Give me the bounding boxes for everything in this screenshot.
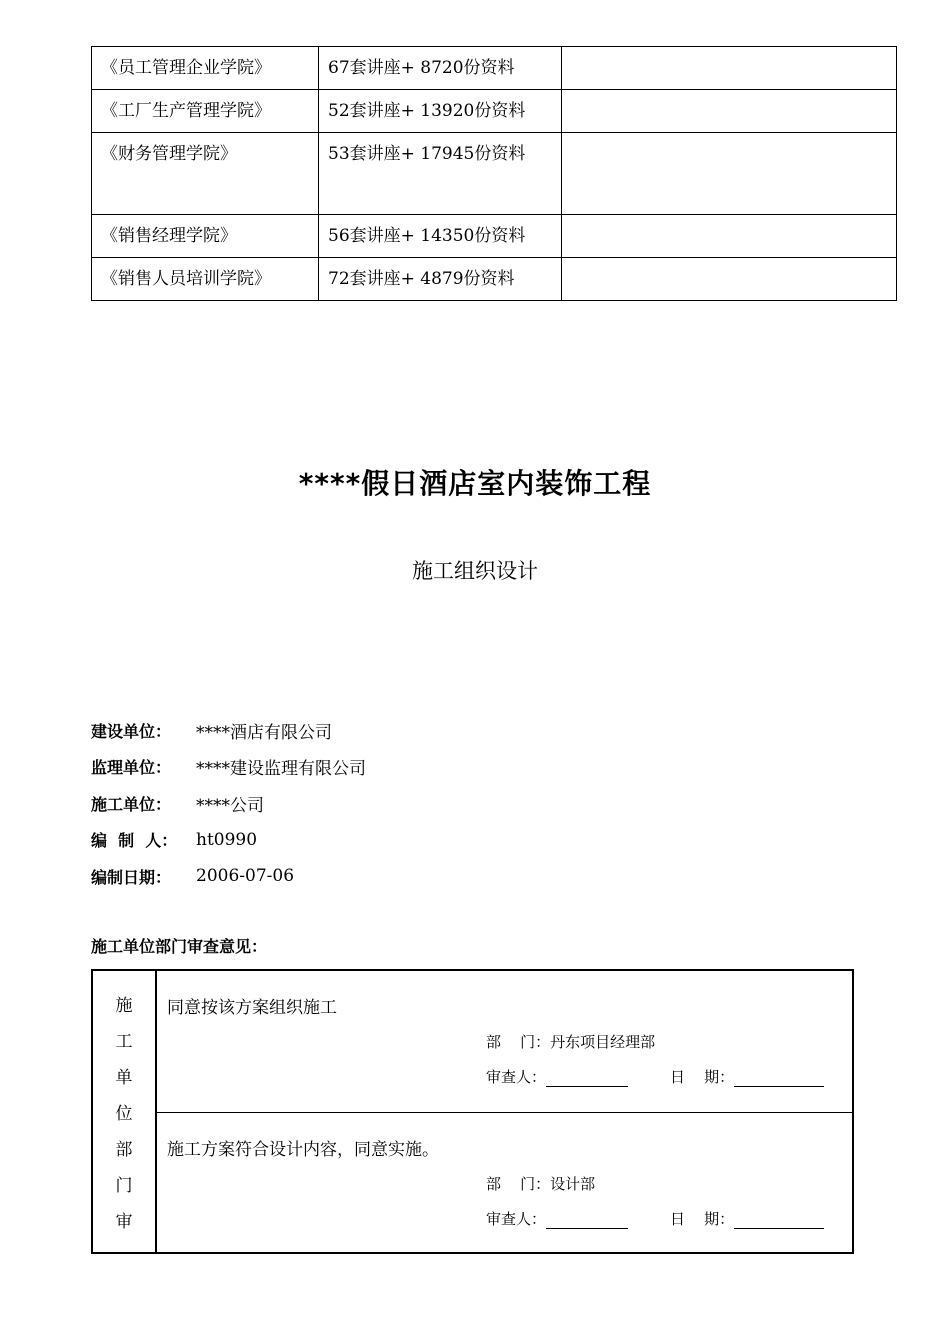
review-table [91,969,854,1254]
side-char: 施 [115,996,133,1016]
info-row [91,712,366,749]
info-value: ****公司 [196,795,264,816]
date-label: 日 期： [670,1068,735,1086]
dept-value: 设计部 [550,1175,596,1193]
dept-label: 部 门： [486,1175,551,1193]
course-name: 《销售人员培训学院》 [92,258,319,301]
info-row [91,749,366,786]
project-info [91,712,366,895]
document-title: ****假日酒店室内装饰工程 [298,467,652,500]
review-opinion: 施工方案符合设计内容，同意实施。 [167,1140,439,1160]
side-char: 门 [115,1176,133,1196]
info-label: 建设单位： [91,721,172,741]
review-opinion: 同意按该方案组织施工 [167,998,337,1018]
info-label: 监理单位： [91,758,172,778]
info-label: 施工单位： [91,794,172,814]
course-note [562,133,897,215]
review-section [157,1113,854,1252]
dept-line [486,1031,655,1052]
course-content: 72套讲座+ 4879份资料 [319,258,562,301]
course-name: 《销售经理学院》 [92,215,319,258]
info-row [91,785,366,822]
document-subtitle: 施工组织设计 [412,559,538,583]
info-value: ****建设监理有限公司 [196,759,366,780]
course-note [562,258,897,301]
info-label: 编 制 人： [91,831,178,851]
review-heading: 施工单位部门审查意见： [91,937,268,956]
catalog-table [91,46,897,301]
course-content: 67套讲座+ 8720份资料 [319,47,562,90]
side-char: 位 [115,1104,133,1124]
course-name: 《员工管理企业学院》 [92,47,319,90]
course-name: 《财务管理学院》 [92,133,319,215]
signature-line [486,1208,824,1229]
course-note [562,215,897,258]
side-char: 部 [115,1140,133,1160]
side-char: 审 [115,1212,133,1232]
table-row [92,215,897,258]
info-label: 编制日期： [91,867,172,887]
course-content: 52套讲座+ 13920份资料 [319,90,562,133]
dept-value: 丹东项目经理部 [550,1033,656,1051]
reviewer-signature-blank[interactable] [546,1214,628,1229]
table-row [92,258,897,301]
side-char: 工 [115,1032,133,1052]
course-content: 56套讲座+ 14350份资料 [319,215,562,258]
dept-label: 部 门： [486,1033,551,1051]
info-value: ****酒店有限公司 [196,722,332,743]
date-blank[interactable] [734,1072,824,1087]
info-value: ht0990 [196,829,258,850]
info-row [91,858,366,895]
dept-line [486,1173,595,1194]
table-row [92,47,897,90]
review-side-label [93,971,157,1252]
info-row [91,822,366,859]
course-content-text: 53套讲座+ 17945份资料 [328,144,526,164]
reviewer-label: 审查人： [486,1210,547,1228]
reviewer-signature-blank[interactable] [546,1072,628,1087]
signature-line [486,1066,824,1087]
course-note [562,47,897,90]
reviewer-label: 审查人： [486,1068,547,1086]
date-blank[interactable] [734,1214,824,1229]
course-note [562,90,897,133]
table-row [92,90,897,133]
table-row [92,133,897,215]
info-value: 2006-07-06 [196,866,295,887]
review-section [157,971,854,1113]
side-char: 单 [115,1068,133,1088]
course-content [319,133,562,215]
course-name: 《工厂生产管理学院》 [92,90,319,133]
date-label: 日 期： [670,1210,735,1228]
